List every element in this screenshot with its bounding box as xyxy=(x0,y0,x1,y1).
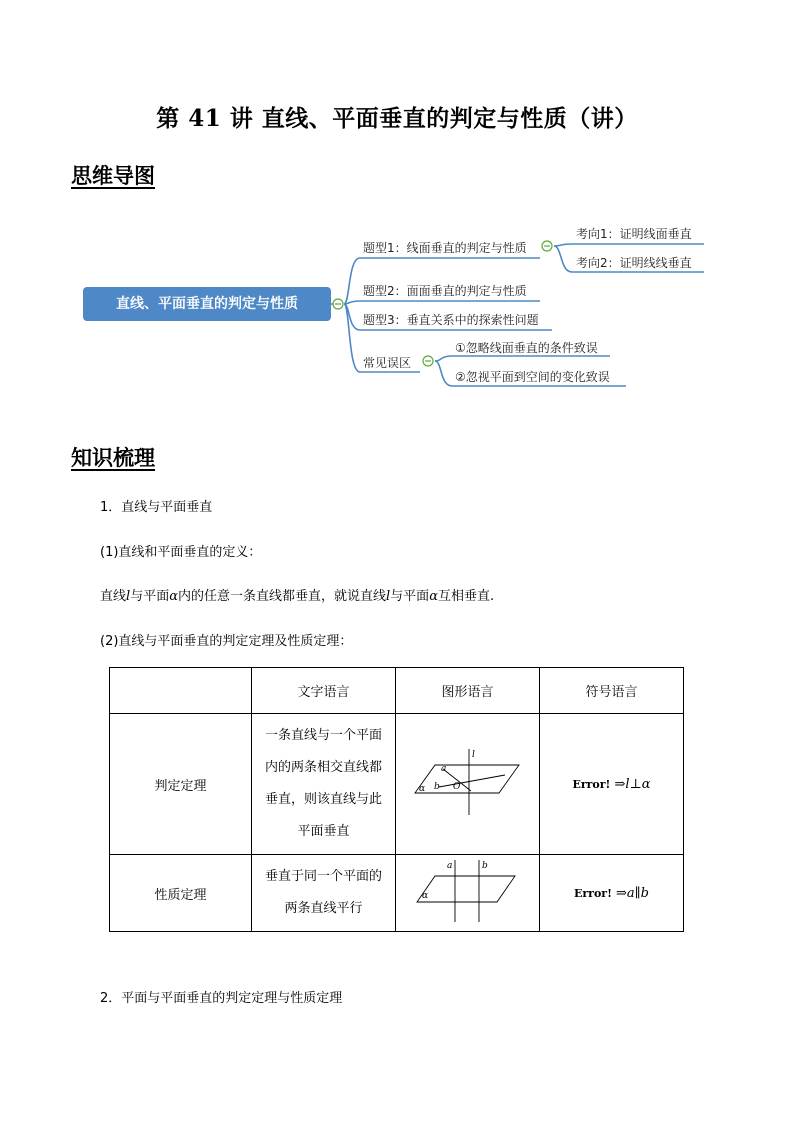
mindmap-leaf-1-1[interactable]: 考向1：证明线面垂直 xyxy=(576,227,692,241)
table-header-text: 文字语言 xyxy=(252,668,396,714)
mindmap-branch-1[interactable]: 题型1：线面垂直的判定与性质 xyxy=(363,241,527,255)
mindmap-branch-2[interactable]: 题型2：面面垂直的判定与性质 xyxy=(363,284,527,298)
definition-heading: (1)直线和平面垂直的定义： xyxy=(100,545,262,560)
table-header-figure: 图形语言 xyxy=(396,668,540,714)
svg-text:a: a xyxy=(446,861,452,871)
svg-text:l: l xyxy=(471,750,475,760)
mindmap-leaf-1-2[interactable]: 考向2：证明线线垂直 xyxy=(576,256,692,270)
table-row xyxy=(110,855,684,932)
definition-text: 直线l与平面α内的任意一条直线都垂直，就说直线l与平面α互相垂直. xyxy=(100,589,495,604)
row-symbol: Error! ⇒l⊥α xyxy=(540,714,684,855)
table-header-row xyxy=(110,668,684,714)
parallel-lines-figure xyxy=(413,856,523,926)
section-knowledge-heading: 知识梳理 xyxy=(71,446,155,470)
theorem-table xyxy=(109,667,684,932)
table-header-empty xyxy=(110,668,252,714)
row-name: 性质定理 xyxy=(110,855,252,932)
row-text: 垂直于同一个平面的 两条直线平行 xyxy=(252,855,396,932)
svg-text:α: α xyxy=(418,784,425,794)
svg-text:α: α xyxy=(421,891,428,901)
svg-text:O: O xyxy=(452,782,460,792)
row-figure xyxy=(396,714,540,855)
row-figure xyxy=(396,855,540,932)
row-text: 一条直线与一个平面 内的两条相交直线都 垂直，则该直线与此 平面垂直 xyxy=(252,714,396,855)
row-name: 判定定理 xyxy=(110,714,252,855)
section-mindmap-heading: 思维导图 xyxy=(71,164,155,188)
svg-text:b: b xyxy=(433,782,440,792)
page-title: 第 41 讲 直线、平面垂直的判定与性质（讲） xyxy=(156,105,638,132)
svg-text:b: b xyxy=(481,861,488,871)
mindmap-root[interactable]: 直线、平面垂直的判定与性质 xyxy=(83,287,331,321)
table-row xyxy=(110,714,684,855)
theorem-heading: (2)直线与平面垂直的判定定理及性质定理： xyxy=(100,634,353,649)
mindmap-leaf-4-2[interactable]: ②忽视平面到空间的变化致误 xyxy=(455,370,610,384)
mindmap-leaf-4-1[interactable]: ①忽略线面垂直的条件致误 xyxy=(455,341,598,355)
svg-text:a: a xyxy=(440,764,446,774)
line-plane-perpendicular-figure xyxy=(413,747,523,817)
heading-line-plane: 1．直线与平面垂直 xyxy=(100,500,213,515)
mindmap-branch-4[interactable]: 常见误区 xyxy=(363,356,412,370)
table-header-symbol: 符号语言 xyxy=(540,668,684,714)
row-symbol: Error! ⇒a∥b xyxy=(540,855,684,932)
mindmap-branch-3[interactable]: 题型3：垂直关系中的探索性问题 xyxy=(363,313,539,327)
heading-plane-plane: 2．平面与平面垂直的判定定理与性质定理 xyxy=(100,991,343,1006)
